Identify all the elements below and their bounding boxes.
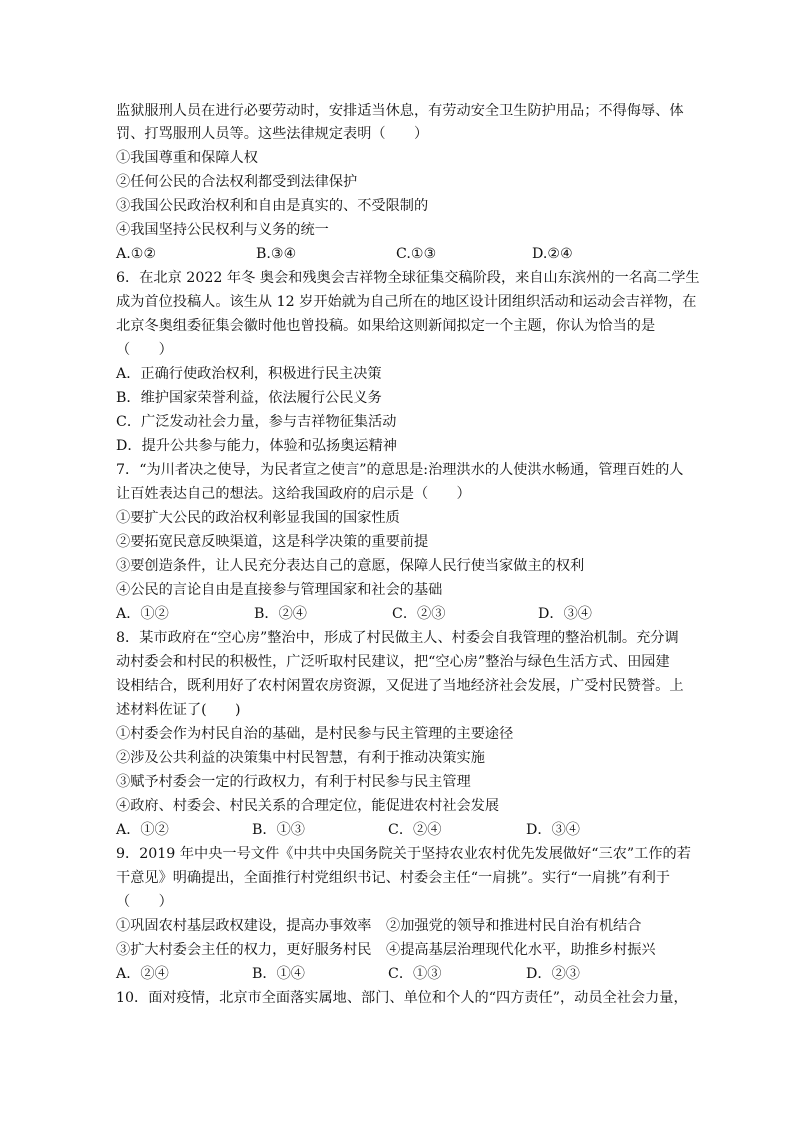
q9-option-c: C．①③ <box>388 966 442 982</box>
q6-stem-line-2: 成为首位投稿人。该生从 12 岁开始就为自己所在的地区设计团组织活动和运动会吉祥物，在 <box>116 294 697 310</box>
q7-option-c: C．②③ <box>392 606 446 622</box>
q5-item-4: ④我国坚持公民权利与义务的统一 <box>116 222 329 238</box>
q9-stem-line-3: （ ） <box>116 894 173 910</box>
q8-item-2: ②涉及公共利益的决策集中村民智慧，有利于推动决策实施 <box>116 750 485 766</box>
q7-item-1: ①要扩大公民的政治权利彰显我国的国家性质 <box>116 510 400 526</box>
q8-option-a: A．①② <box>116 822 169 838</box>
q8-stem-line-4: 述材料佐证了( ) <box>116 702 241 718</box>
q7-stem-line-1: 7．“为川者决之使导，为民者宣之使言”的意思是:治理洪水的人使洪水畅通，管理百姓的人 <box>116 462 684 478</box>
q7-item-3: ③要创造条件，让人民充分表达自己的意愿，保障人民行使当家做主的权利 <box>116 558 585 574</box>
q8-item-4: ④政府、村委会、村民关系的合理定位，能促进农村社会发展 <box>116 798 500 814</box>
q6-choice-d: D．提升公共参与能力，体验和弘扬奥运精神 <box>116 438 397 454</box>
q5-option-b: B.③④ <box>256 246 297 262</box>
q5-stem-line-2: 罚、打骂服刑人员等。这些法律规定表明（ ） <box>116 126 429 142</box>
q7-option-a: A．①② <box>116 606 169 622</box>
q7-stem-line-2: 让百姓表达自己的想法。这给我国政府的启示是（ ） <box>116 486 471 502</box>
q8-option-c: C．②④ <box>388 822 442 838</box>
q5-option-d: D.②④ <box>532 246 573 262</box>
q9-option-d: D．②③ <box>526 966 580 982</box>
q6-choice-a: A．正确行使政治权利，积极进行民主决策 <box>116 366 382 382</box>
q6-stem-line-1: 6．在北京 2022 年冬 奥会和残奥会吉祥物全球征集交稿阶段，来自山东滨州的一名高二学生 <box>116 270 700 286</box>
q8-stem-line-1: 8．某市政府在“空心房”整治中，形成了村民做主人、村委会自我管理的整治机制。充分调 <box>116 630 679 646</box>
q8-item-1: ①村委会作为村民自治的基础，是村民参与民主管理的主要途径 <box>116 726 514 742</box>
q7-option-b: B．②④ <box>254 606 307 622</box>
q7-item-2: ②要拓宽民意反映渠道，这是科学决策的重要前提 <box>116 534 429 550</box>
q8-option-b: B．①③ <box>252 822 305 838</box>
q6-stem-line-3: 北京冬奥组委征集会徽时他也曾投稿。如果给这则新闻拟定一个主题，你认为恰当的是 <box>116 318 656 334</box>
q9-option-a: A．②④ <box>116 966 169 982</box>
q9-stem-line-1: 9．2019 年中央一号文件《中共中央国务院关于坚持农业农村优先发展做好“三农”工作的若 <box>116 846 691 862</box>
q5-stem-line-1: 监狱服刑人员在进行必要劳动时，安排适当休息，有劳动安全卫生防护用品；不得侮辱、体 <box>116 103 684 119</box>
q7-option-d: D．③④ <box>538 606 592 622</box>
q9-item-1: ①巩固农村基层政权建设，提高办事效率 <box>116 918 372 934</box>
q8-item-3: ③赋予村委会一定的行政权力，有利于村民参与民主管理 <box>116 774 471 790</box>
q9-option-b: B．①④ <box>252 966 305 982</box>
q9-item-4: ④提高基层治理现代化水平，助推乡村振兴 <box>386 942 656 958</box>
q5-item-2: ②任何公民的合法权利都受到法律保护 <box>116 174 358 190</box>
q5-option-a: A.①② <box>116 246 157 262</box>
q8-stem-line-3: 设相结合，既利用好了农村闲置农房资源，又促进了当地经济社会发展，广受村民赞誉。上 <box>116 678 684 694</box>
q6-choice-b: B．维护国家荣誉利益，依法履行公民义务 <box>116 390 382 406</box>
q10-stem-line-1: 10．面对疫情，北京市全面落实属地、部门、单位和个人的“四方责任”，动员全社会力量， <box>116 990 688 1006</box>
q6-choice-c: C．广泛发动社会力量，参与吉祥物征集活动 <box>116 414 397 430</box>
q9-stem-line-2: 干意见》明确提出，全面推行村党组织书记、村委会主任“一肩挑”。实行“一肩挑”有利于 <box>116 870 670 886</box>
q8-stem-line-2: 动村委会和村民的积极性，广泛听取村民建议，把“空心房”整治与绿色生活方式、田园建 <box>116 654 670 670</box>
q6-stem-line-4: （ ） <box>116 342 173 358</box>
q5-option-c: C.①③ <box>396 246 437 262</box>
q9-item-3: ③扩大村委会主任的权力，更好服务村民 <box>116 942 372 958</box>
q8-option-d: D．③④ <box>526 822 580 838</box>
q7-item-4: ④公民的言论自由是直接参与管理国家和社会的基础 <box>116 582 443 598</box>
q5-item-1: ①我国尊重和保障人权 <box>116 150 258 166</box>
q5-item-3: ③我国公民政治权利和自由是真实的、不受限制的 <box>116 198 429 214</box>
q9-item-2: ②加强党的领导和推进村民自治有机结合 <box>386 918 642 934</box>
